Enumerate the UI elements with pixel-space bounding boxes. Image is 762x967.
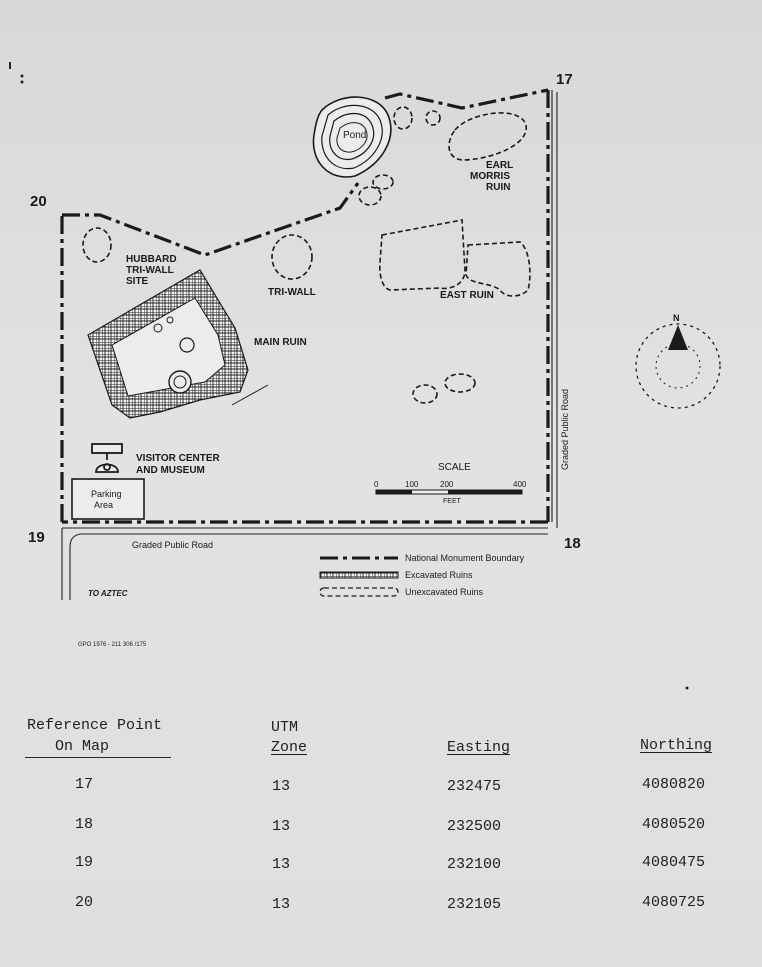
parking-area (72, 479, 144, 519)
cell-point: 20 (75, 894, 94, 911)
legend-unexcavated-label: Unexcavated Ruins (405, 587, 484, 597)
parking-label-1: Parking (91, 489, 122, 499)
tri-wall-label: TRI-WALL (268, 287, 316, 298)
header-underline-ref (25, 757, 171, 758)
hubbard-label-2: TRI-WALL (126, 265, 174, 276)
cell-northing: 4080475 (642, 854, 706, 871)
north-arrow (636, 313, 720, 408)
legend-excavated-symbol (320, 572, 398, 578)
earl-morris-label-3: RUIN (486, 182, 511, 193)
header-on-map: On Map (55, 738, 110, 755)
cell-easting: 232100 (447, 856, 502, 873)
legend-boundary-label: National Monument Boundary (405, 553, 525, 563)
cell-northing: 4080820 (642, 776, 706, 793)
visitor-center-label-1: VISITOR CENTER (136, 453, 220, 464)
graded-road-side (552, 90, 557, 528)
legend-excavated-label: Excavated Ruins (405, 570, 473, 580)
cell-zone: 13 (272, 856, 291, 873)
monument-boundary (62, 90, 548, 522)
header-zone: Zone (271, 739, 308, 756)
cell-zone: 13 (272, 896, 291, 913)
cell-point: 18 (75, 816, 94, 833)
hubbard-label-3: SITE (126, 276, 149, 287)
main-ruin-label: MAIN RUIN (254, 337, 307, 348)
east-ruin-label: EAST RUIN (440, 290, 494, 301)
cell-point: 17 (75, 776, 94, 793)
gpo-label: GPO 1976 - 211 306 /175 (78, 642, 147, 648)
parking-label-2: Area (94, 500, 114, 510)
header-northing: Northing (640, 737, 713, 754)
scale-title: SCALE (438, 462, 471, 473)
cell-easting: 232105 (447, 896, 502, 913)
point-20-label: 20 (30, 193, 47, 210)
scale-tick-400: 400 (513, 480, 527, 489)
north-label: N (673, 313, 680, 323)
point-17-label: 17 (556, 71, 573, 88)
scale-bar (374, 462, 527, 505)
pond-label: Pond (343, 130, 367, 141)
visitor-center-label-2: AND MUSEUM (136, 465, 205, 476)
graded-road-side-label: Graded Public Road (560, 388, 570, 470)
header-easting: Easting (447, 739, 511, 756)
earl-morris-label-2: MORRIS (470, 171, 510, 182)
graded-road-bottom-label: Graded Public Road (132, 540, 214, 550)
cell-easting: 232475 (447, 778, 502, 795)
point-19-label: 19 (28, 529, 45, 546)
header-reference-point: Reference Point (27, 717, 163, 734)
legend (320, 553, 525, 597)
cell-zone: 13 (272, 778, 291, 795)
scale-tick-200: 200 (440, 480, 454, 489)
cell-northing: 4080725 (642, 894, 706, 911)
cell-easting: 232500 (447, 818, 502, 835)
cell-point: 19 (75, 854, 94, 871)
legend-unexcavated-symbol (320, 588, 398, 596)
visitor-center-icon (92, 444, 122, 472)
point-18-label: 18 (564, 535, 581, 552)
header-utm: UTM (271, 719, 299, 736)
hubbard-label-1: HUBBARD (126, 254, 177, 265)
main-ruin (88, 270, 268, 418)
cell-northing: 4080520 (642, 816, 706, 833)
scale-tick-0: 0 (374, 480, 379, 489)
earl-morris-label-1: EARL (486, 160, 514, 171)
to-aztec-label: TO AZTEC (88, 589, 128, 598)
scale-unit: FEET (443, 498, 461, 505)
cell-zone: 13 (272, 818, 291, 835)
scale-tick-100: 100 (405, 480, 419, 489)
